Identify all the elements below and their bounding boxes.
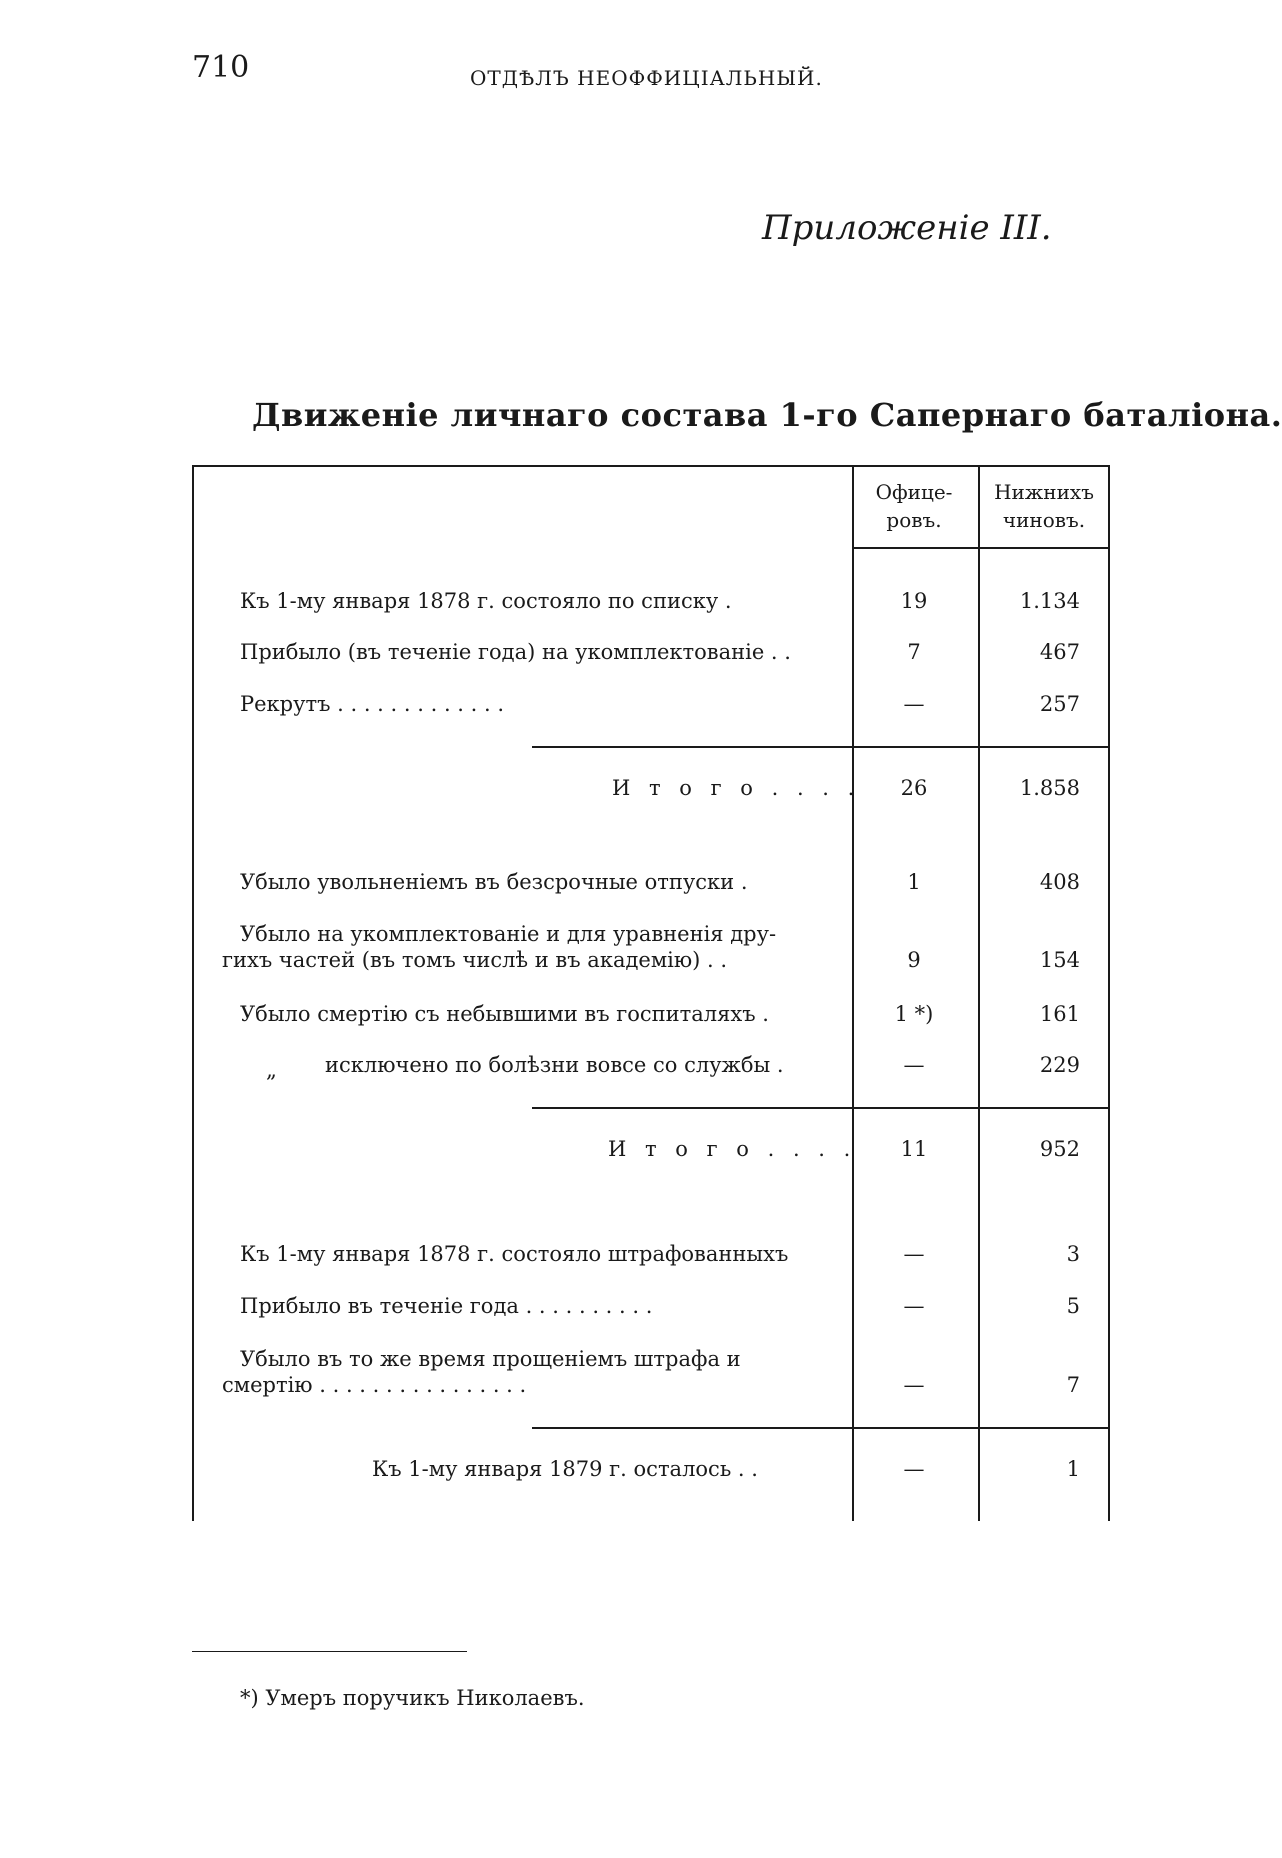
row-label: Прибыло (въ теченіе года) на укомплектованіе . . [240, 640, 791, 664]
officers-cell: — [903, 1373, 925, 1397]
running-head: ОТДѢЛЪ НЕОФФИЦІАЛЬНЫЙ. [470, 66, 823, 90]
officers-cell: — [903, 1242, 925, 1266]
officers-cell: 7 [907, 640, 921, 664]
lower-ranks-cell: 257 [1039, 692, 1080, 716]
officers-cell: — [903, 1053, 925, 1077]
lower-ranks-cell: 154 [1039, 948, 1080, 972]
row-label-continued: гихъ частей (въ томъ числѣ и въ академію) . . [222, 948, 728, 972]
subtotal-rule-3 [532, 1427, 1110, 1429]
total-label: И т о г о . . . . [608, 1137, 857, 1161]
lower-ranks-cell: 1 [1066, 1457, 1080, 1481]
table-top-rule [192, 465, 1110, 467]
row-label: Къ 1-му января 1878 г. состояло по списку . [240, 589, 732, 613]
officers-cell: 1 [907, 870, 921, 894]
ditto-mark: „ [266, 1058, 277, 1082]
appendix-label: Приложеніе III. [762, 208, 1052, 248]
total-label: И т о г о . . . . [612, 776, 861, 800]
row-label: Къ 1-му января 1879 г. осталось . . [372, 1457, 758, 1481]
row-label: исключено по болѣзни вовсе со службы . [325, 1053, 784, 1077]
officers-cell: 1 *) [894, 1002, 934, 1026]
column-header-officers: Офице- ровъ. [875, 480, 953, 532]
officers-cell: — [903, 1294, 925, 1318]
row-label: Рекрутъ . . . . . . . . . . . . . [240, 692, 505, 716]
row-label: Убыло увольненіемъ въ безсрочные отпуски . [240, 870, 748, 894]
lower-ranks-total: 1.858 [1019, 776, 1080, 800]
lower-ranks-total: 952 [1039, 1137, 1080, 1161]
row-label: Убыло на укомплектованіе и для уравненія дру- [240, 922, 777, 946]
row-label: Прибыло въ теченіе года . . . . . . . . . . [240, 1294, 653, 1318]
row-label: Къ 1-му января 1878 г. состояло штрафованныхъ [240, 1242, 789, 1266]
officers-cell: 9 [907, 948, 921, 972]
lower-ranks-cell: 229 [1039, 1053, 1080, 1077]
officers-total: 11 [900, 1137, 928, 1161]
footnote: *) Умеръ поручикъ Николаевъ. [240, 1686, 585, 1710]
footnote-rule [192, 1651, 467, 1652]
subtotal-rule-1 [532, 746, 1110, 748]
table-left-rule [192, 466, 194, 1521]
row-label: Убыло въ то же время прощеніемъ штрафа и [240, 1347, 741, 1371]
row-label: Убыло смертію съ небывшими въ госпиталяхъ . [240, 1002, 769, 1026]
officers-total: 26 [900, 776, 928, 800]
lower-ranks-cell: 1.134 [1019, 589, 1080, 613]
row-label-continued: смертію . . . . . . . . . . . . . . . . [222, 1373, 527, 1397]
officers-cell: — [903, 692, 925, 716]
table-title: Движеніе личнаго состава 1-го Сапернаго баталіона. [252, 396, 1282, 434]
lower-ranks-cell: 5 [1066, 1294, 1080, 1318]
page-number: 710 [192, 50, 250, 85]
column-header-lower-ranks: Нижнихъ чиновъ. [994, 480, 1094, 532]
lower-ranks-cell: 3 [1066, 1242, 1080, 1266]
table-right-rule [1108, 466, 1110, 1521]
lower-ranks-cell: 467 [1039, 640, 1080, 664]
column-rule-officers [852, 466, 854, 1521]
subtotal-rule-2 [532, 1107, 1110, 1109]
header-bottom-rule [852, 547, 1110, 549]
column-rule-lower [978, 466, 980, 1521]
officers-cell: 19 [900, 589, 928, 613]
officers-cell: — [903, 1457, 925, 1481]
lower-ranks-cell: 161 [1039, 1002, 1080, 1026]
lower-ranks-cell: 7 [1066, 1373, 1080, 1397]
lower-ranks-cell: 408 [1039, 870, 1080, 894]
